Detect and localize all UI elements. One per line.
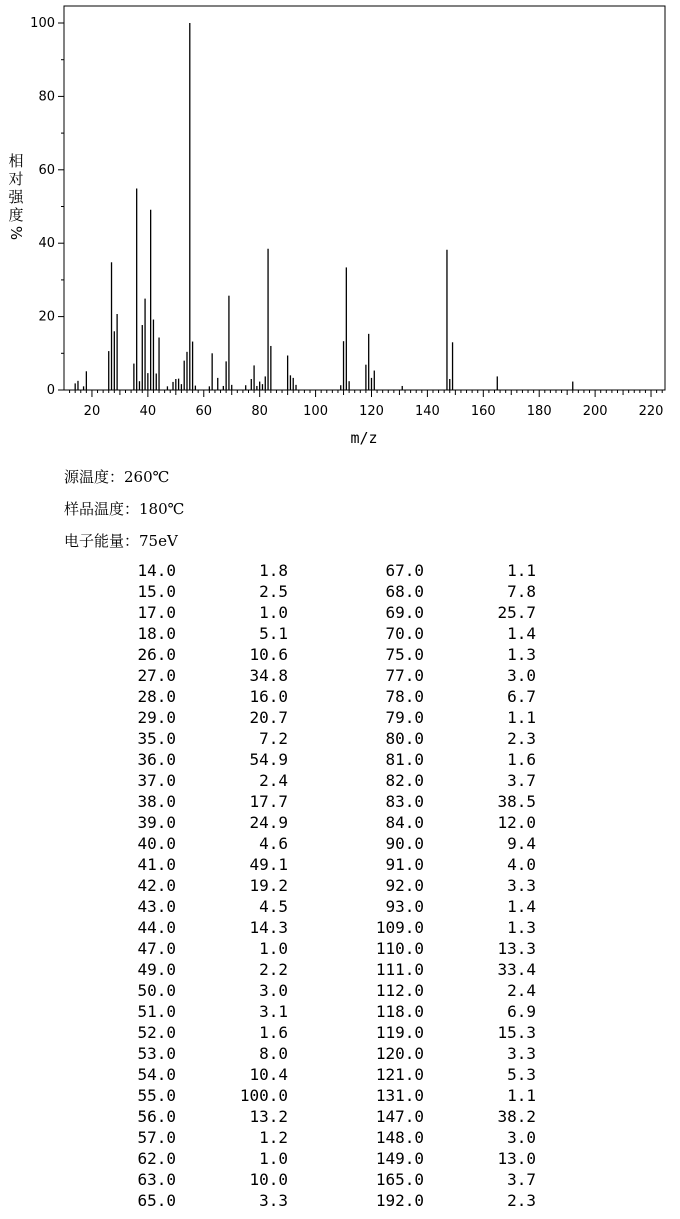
peak-row [86, 707, 288, 728]
peak-mz: 70.0 [385, 624, 424, 643]
peak-mz: 118.0 [375, 1002, 424, 1021]
plot-frame [64, 6, 665, 390]
peak-abundance: 1.1 [507, 1086, 536, 1105]
peak-row [334, 812, 536, 833]
y-axis-label-char: 度 [8, 206, 24, 224]
peak-row [86, 602, 288, 623]
peak-row [334, 1085, 536, 1106]
peak-row [334, 833, 536, 854]
peak-row [334, 560, 536, 581]
peak-abundance: 1.1 [507, 561, 536, 580]
peak-row [86, 1001, 288, 1022]
peak-mz: 131.0 [375, 1086, 424, 1105]
peak-mz: 92.0 [385, 876, 424, 895]
x-tick-label: 180 [526, 404, 552, 419]
peak-mz: 78.0 [385, 687, 424, 706]
x-tick-label: 40 [139, 404, 157, 419]
peak-abundance: 33.4 [497, 960, 536, 979]
peak-row [334, 854, 536, 875]
peak-mz: 54.0 [137, 1065, 176, 1084]
peak-mz: 42.0 [137, 876, 176, 895]
peak-mz: 192.0 [375, 1191, 424, 1210]
peak-mz: 65.0 [137, 1191, 176, 1210]
peak-mz: 52.0 [137, 1023, 176, 1042]
peak-mz: 29.0 [137, 708, 176, 727]
peak-row [334, 581, 536, 602]
peak-row [334, 1148, 536, 1169]
peak-mz: 17.0 [137, 603, 176, 622]
peak-row [86, 1106, 288, 1127]
y-axis-label-char: 对 [8, 170, 24, 188]
peak-abundance: 2.4 [507, 981, 536, 1000]
peak-abundance: 4.0 [507, 855, 536, 874]
peak-row [86, 875, 288, 896]
peak-row [334, 749, 536, 770]
peak-mz: 79.0 [385, 708, 424, 727]
peak-abundance: 2.3 [507, 729, 536, 748]
peak-mz: 111.0 [375, 960, 424, 979]
peak-abundance: 14.3 [249, 918, 288, 937]
peak-mz: 40.0 [137, 834, 176, 853]
peak-mz: 112.0 [375, 981, 424, 1000]
peak-row [334, 938, 536, 959]
peak-row [86, 959, 288, 980]
peak-abundance: 1.2 [259, 1128, 288, 1147]
peak-abundance: 20.7 [249, 708, 288, 727]
peak-mz: 121.0 [375, 1065, 424, 1084]
peak-mz: 81.0 [385, 750, 424, 769]
peak-row [334, 644, 536, 665]
peak-abundance: 3.3 [507, 1044, 536, 1063]
peak-row [334, 686, 536, 707]
peak-row [86, 980, 288, 1001]
spectrum-bars [75, 23, 573, 390]
y-axis-label-char: % [7, 225, 25, 241]
peak-mz: 120.0 [375, 1044, 424, 1063]
peak-abundance: 1.1 [507, 708, 536, 727]
peak-row [334, 602, 536, 623]
peak-row [86, 938, 288, 959]
peak-row [86, 1022, 288, 1043]
peak-abundance: 3.0 [259, 981, 288, 1000]
peak-mz: 18.0 [137, 624, 176, 643]
sample-temperature: 样品温度：180℃ [64, 500, 185, 518]
peak-abundance: 17.7 [249, 792, 288, 811]
peak-row [334, 1043, 536, 1064]
peak-abundance: 100.0 [239, 1086, 288, 1105]
peak-mz: 109.0 [375, 918, 424, 937]
peak-mz: 80.0 [385, 729, 424, 748]
peak-abundance: 10.4 [249, 1065, 288, 1084]
peak-mz: 83.0 [385, 792, 424, 811]
peak-mz: 75.0 [385, 645, 424, 664]
peak-table-right [334, 560, 536, 1211]
peak-mz: 62.0 [137, 1149, 176, 1168]
x-axis [70, 390, 664, 419]
peak-row [334, 1022, 536, 1043]
peak-abundance: 3.1 [259, 1002, 288, 1021]
peak-abundance: 2.2 [259, 960, 288, 979]
y-tick-label: 80 [38, 89, 55, 105]
peak-abundance: 19.2 [249, 876, 288, 895]
peak-mz: 147.0 [375, 1107, 424, 1126]
peak-row [86, 791, 288, 812]
peak-row [86, 833, 288, 854]
x-tick-label: 200 [582, 404, 608, 419]
peak-abundance: 1.4 [507, 897, 536, 916]
y-tick-label: 0 [46, 383, 55, 398]
peak-abundance: 1.0 [259, 1149, 288, 1168]
peak-mz: 36.0 [137, 750, 176, 769]
peak-row [334, 875, 536, 896]
peak-mz: 84.0 [385, 813, 424, 832]
peak-abundance: 1.0 [259, 939, 288, 958]
x-tick-label: 60 [195, 404, 213, 419]
peak-abundance: 3.3 [507, 876, 536, 895]
peak-mz: 91.0 [385, 855, 424, 874]
peak-row [334, 1106, 536, 1127]
peak-row [86, 1085, 288, 1106]
peak-row [334, 707, 536, 728]
peak-mz: 43.0 [137, 897, 176, 916]
peak-abundance: 3.7 [507, 771, 536, 790]
peak-mz: 15.0 [137, 582, 176, 601]
peak-abundance: 13.3 [497, 939, 536, 958]
peak-row [86, 665, 288, 686]
peak-abundance: 16.0 [249, 687, 288, 706]
peak-row [334, 959, 536, 980]
peak-abundance: 5.1 [259, 624, 288, 643]
peak-mz: 57.0 [137, 1128, 176, 1147]
x-tick-label: 100 [303, 404, 328, 419]
peak-abundance: 1.6 [259, 1023, 288, 1042]
peak-abundance: 38.2 [497, 1107, 536, 1126]
peak-row [334, 1127, 536, 1148]
peak-abundance: 13.2 [249, 1107, 288, 1126]
y-axis-label [7, 152, 25, 242]
peak-abundance: 4.5 [259, 897, 288, 916]
peak-row [334, 770, 536, 791]
peak-mz: 149.0 [375, 1149, 424, 1168]
peak-abundance: 2.3 [507, 1191, 536, 1210]
peak-abundance: 3.7 [507, 1170, 536, 1189]
peak-row [86, 854, 288, 875]
peak-row [334, 1001, 536, 1022]
peak-row [86, 1148, 288, 1169]
peak-abundance: 3.3 [259, 1191, 288, 1210]
peak-mz: 51.0 [137, 1002, 176, 1021]
peak-abundance: 9.4 [507, 834, 536, 853]
y-axis [30, 16, 64, 398]
y-tick-label: 100 [30, 16, 55, 31]
peak-abundance: 10.0 [249, 1170, 288, 1189]
peak-row [86, 1190, 288, 1211]
peak-row [334, 623, 536, 644]
peak-row [86, 896, 288, 917]
x-tick-label: 220 [638, 404, 664, 419]
peak-row [86, 770, 288, 791]
peak-mz: 14.0 [137, 561, 176, 580]
peak-row [86, 623, 288, 644]
peak-row [86, 1043, 288, 1064]
peak-row [334, 896, 536, 917]
peak-mz: 38.0 [137, 792, 176, 811]
peak-abundance: 1.3 [507, 918, 536, 937]
peak-mz: 63.0 [137, 1170, 176, 1189]
peak-row [86, 728, 288, 749]
peak-abundance: 12.0 [497, 813, 536, 832]
peak-abundance: 10.6 [249, 645, 288, 664]
peak-abundance: 3.0 [507, 666, 536, 685]
peak-mz: 26.0 [137, 645, 176, 664]
peak-row [334, 1190, 536, 1211]
peak-mz: 110.0 [375, 939, 424, 958]
peak-abundance: 38.5 [497, 792, 536, 811]
peak-abundance: 4.6 [259, 834, 288, 853]
peak-abundance: 7.2 [259, 729, 288, 748]
peak-row [334, 791, 536, 812]
peak-mz: 50.0 [137, 981, 176, 1000]
peak-mz: 53.0 [137, 1044, 176, 1063]
source-temperature: 源温度：260℃ [64, 468, 170, 486]
peak-abundance: 6.9 [507, 1002, 536, 1021]
peak-abundance: 49.1 [249, 855, 288, 874]
peak-row [86, 1064, 288, 1085]
peak-row [86, 686, 288, 707]
peak-abundance: 54.9 [249, 750, 288, 769]
peak-mz: 90.0 [385, 834, 424, 853]
x-tick-label: 160 [470, 404, 496, 419]
peak-row [86, 1127, 288, 1148]
peak-mz: 37.0 [137, 771, 176, 790]
x-tick-label: 120 [359, 404, 384, 419]
peak-abundance: 1.6 [507, 750, 536, 769]
peak-abundance: 8.0 [259, 1044, 288, 1063]
peak-mz: 165.0 [375, 1170, 424, 1189]
peak-row [86, 1169, 288, 1190]
peak-abundance: 2.5 [259, 582, 288, 601]
peak-abundance: 1.4 [507, 624, 536, 643]
peak-table-left [86, 560, 288, 1211]
peak-row [86, 812, 288, 833]
peak-abundance: 2.4 [259, 771, 288, 790]
peak-row [86, 581, 288, 602]
peak-abundance: 6.7 [507, 687, 536, 706]
x-axis-label: m/z [350, 429, 378, 447]
peak-mz: 27.0 [137, 666, 176, 685]
y-tick-label: 60 [38, 162, 55, 178]
y-axis-label-char: 相 [8, 152, 24, 170]
peak-row [86, 749, 288, 770]
peak-mz: 69.0 [385, 603, 424, 622]
peak-mz: 28.0 [137, 687, 176, 706]
peak-mz: 93.0 [385, 897, 424, 916]
peak-row [86, 917, 288, 938]
peak-row [86, 644, 288, 665]
peak-abundance: 24.9 [249, 813, 288, 832]
peak-row [334, 917, 536, 938]
peak-row [334, 1169, 536, 1190]
peak-mz: 55.0 [137, 1086, 176, 1105]
peak-mz: 39.0 [137, 813, 176, 832]
peak-row [334, 665, 536, 686]
y-tick-label: 40 [38, 236, 55, 252]
peak-abundance: 13.0 [497, 1149, 536, 1168]
electron-energy: 电子能量：75eV [64, 532, 178, 550]
x-tick-label: 140 [414, 404, 440, 419]
peak-mz: 56.0 [137, 1107, 176, 1126]
peak-abundance: 5.3 [507, 1065, 536, 1084]
peak-abundance: 1.8 [259, 561, 288, 580]
y-axis-label-char: 强 [8, 188, 24, 206]
peak-abundance: 7.8 [507, 582, 536, 601]
peak-mz: 67.0 [385, 561, 424, 580]
peak-abundance: 25.7 [497, 603, 536, 622]
peak-abundance: 3.0 [507, 1128, 536, 1147]
peak-mz: 47.0 [137, 939, 176, 958]
peak-mz: 44.0 [137, 918, 176, 937]
x-tick-label: 20 [83, 404, 101, 419]
peak-abundance: 34.8 [249, 666, 288, 685]
peak-abundance: 15.3 [497, 1023, 536, 1042]
peak-row [334, 728, 536, 749]
peak-abundance: 1.0 [259, 603, 288, 622]
peak-row [334, 1064, 536, 1085]
mass-spectrum-chart [0, 0, 680, 455]
peak-mz: 68.0 [385, 582, 424, 601]
peak-row [334, 980, 536, 1001]
peak-mz: 35.0 [137, 729, 176, 748]
x-tick-label: 80 [251, 404, 268, 419]
peak-mz: 49.0 [137, 960, 176, 979]
peak-mz: 148.0 [375, 1128, 424, 1147]
peak-mz: 119.0 [375, 1023, 424, 1042]
y-tick-label: 20 [38, 309, 55, 325]
peak-mz: 41.0 [137, 855, 176, 874]
peak-mz: 82.0 [385, 771, 424, 790]
peak-abundance: 1.3 [507, 645, 536, 664]
peak-row [86, 560, 288, 581]
peak-mz: 77.0 [385, 666, 424, 685]
